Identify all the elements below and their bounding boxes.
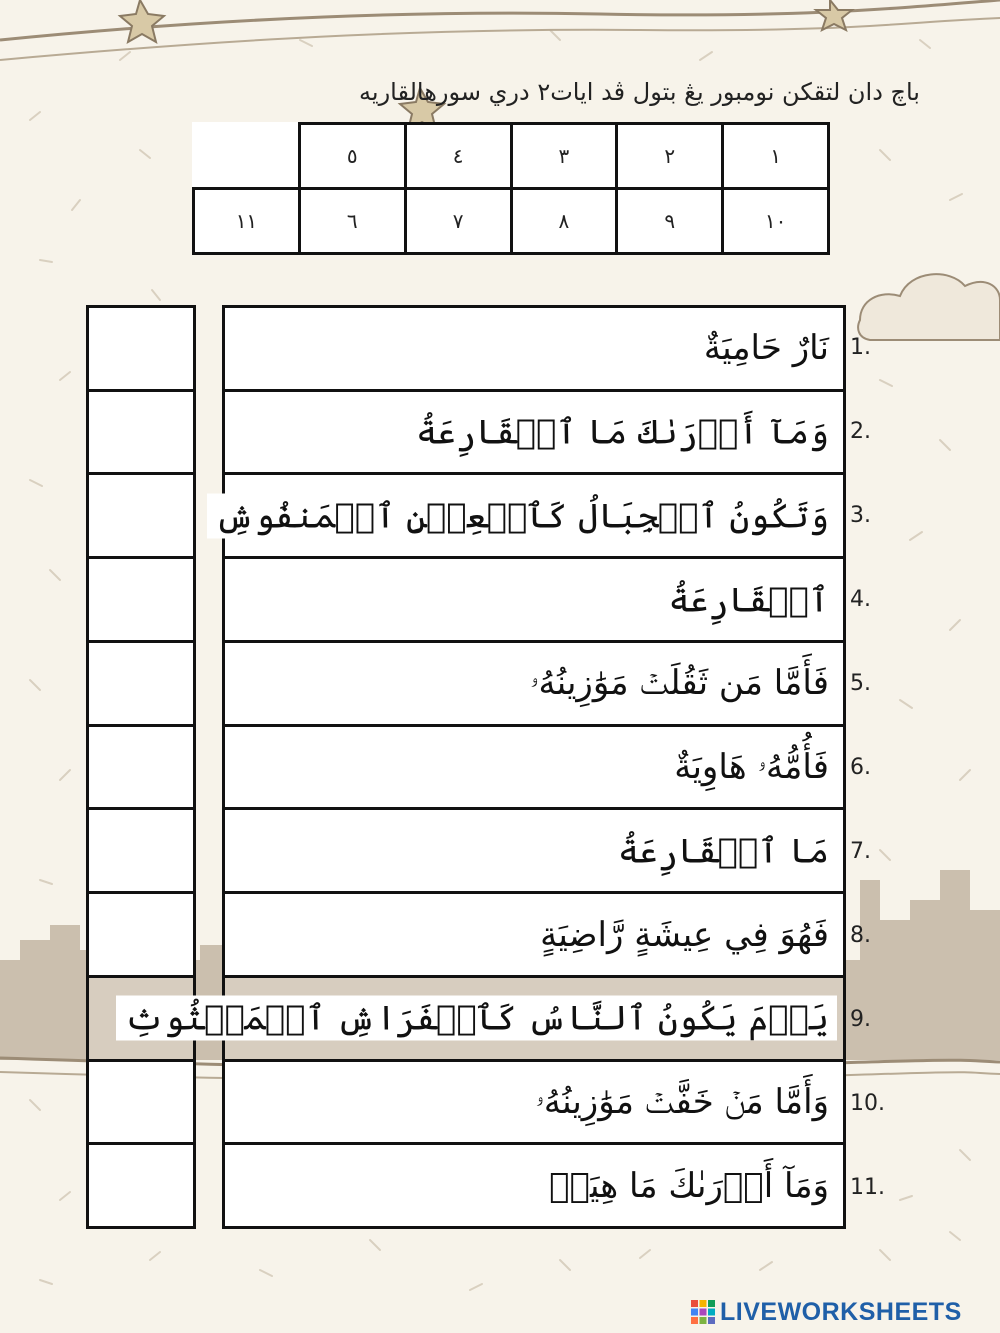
answer-box-4[interactable] [89, 559, 193, 643]
row-number: 1. [850, 334, 871, 360]
verse-row [225, 1145, 843, 1226]
answer-box-7[interactable] [89, 810, 193, 894]
verse-text: ٱلۡقَارِعَةُ [661, 577, 837, 622]
answer-box-5[interactable] [89, 643, 193, 727]
verse-row [225, 392, 843, 476]
row-number: 8. [850, 922, 871, 948]
verse-row [214, 475, 843, 559]
verse-text: يَوۡمَ يَكُونُ ٱلنَّاسُ كَٱلۡفَرَاشِ ٱلۡمَبۡثُوثِ [116, 996, 837, 1041]
number-cell: ٢ [617, 124, 723, 189]
verse-list [124, 305, 846, 1229]
verse-row [225, 643, 843, 727]
row-number: 10. [850, 1090, 885, 1116]
verse-text: فَهُوَ فِي عِيشَةٍ رَّاضِيَةٍ [532, 913, 837, 957]
verse-row [225, 894, 843, 978]
verse-text: فَأَمَّا مَن ثَقُلَتۡ مَوَٰزِينُهُۥ [522, 661, 837, 705]
verse-text: وَمَآ أَدۡرَىٰكَ مَا ٱلۡقَارِعَةُ [408, 410, 837, 455]
empty-cell [194, 124, 300, 189]
row-number: 3. [850, 502, 871, 528]
row-number: 11. [850, 1174, 885, 1200]
instruction-text: باچ دان لتقکن نومبور يڠ بتول ڤد ايات٢ دري سورهالقاريه [359, 78, 920, 106]
row-number: 4. [850, 586, 871, 612]
answer-column [86, 305, 196, 1229]
answer-box-10[interactable] [89, 1062, 193, 1146]
number-cell: ١١ [194, 189, 300, 254]
number-cell: ٥ [299, 124, 405, 189]
number-table [192, 122, 830, 255]
verse-text: مَا ٱلۡقَارِعَةُ [610, 828, 837, 873]
row-number: 9. [850, 1006, 871, 1032]
number-table-row [194, 124, 829, 189]
row-number: 5. [850, 670, 871, 696]
verse-text: وَمَآ أَدۡرَىٰكَ مَا هِيَهۡ [541, 1164, 837, 1208]
number-cell: ٨ [511, 189, 617, 254]
brand-name: LIVEWORKSHEETS [720, 1297, 962, 1326]
row-number: 7. [850, 838, 871, 864]
answer-box-2[interactable] [89, 392, 193, 476]
number-cell: ١ [723, 124, 829, 189]
answer-box-11[interactable] [89, 1145, 193, 1226]
verse-row [225, 727, 843, 811]
number-cell: ٩ [617, 189, 723, 254]
answer-box-3[interactable] [89, 475, 193, 559]
verse-row [225, 810, 843, 894]
verse-row [225, 559, 843, 643]
number-cell: ٦ [299, 189, 405, 254]
row-number: 2. [850, 418, 871, 444]
number-cell: ٤ [405, 124, 511, 189]
number-cell: ٧ [405, 189, 511, 254]
verse-row [124, 978, 843, 1062]
answer-box-6[interactable] [89, 727, 193, 811]
row-number: 6. [850, 754, 871, 780]
verse-text: فَأُمُّهُۥ هَاوِيَةٌ [666, 745, 837, 789]
verse-text: وَتَكُونُ ٱلۡجِبَالُ كَٱلۡعِهۡنِ ٱلۡمَنفُوشِ [207, 493, 837, 538]
brand-footer[interactable] [690, 1296, 995, 1328]
verse-text: وَأَمَّا مَنۡ خَفَّتۡ مَوَٰزِينُهُۥ [527, 1080, 837, 1124]
answer-box-8[interactable] [89, 894, 193, 978]
number-cell: ٣ [511, 124, 617, 189]
verse-row [225, 308, 843, 392]
number-cell: ١٠ [723, 189, 829, 254]
row-number-column [850, 305, 910, 1229]
liveworksheets-logo-icon [690, 1299, 716, 1325]
verse-text: نَارٌ حَامِيَةٌ [696, 326, 837, 370]
answer-box-1[interactable] [89, 308, 193, 392]
number-table-row [194, 189, 829, 254]
verse-row [225, 1062, 843, 1146]
